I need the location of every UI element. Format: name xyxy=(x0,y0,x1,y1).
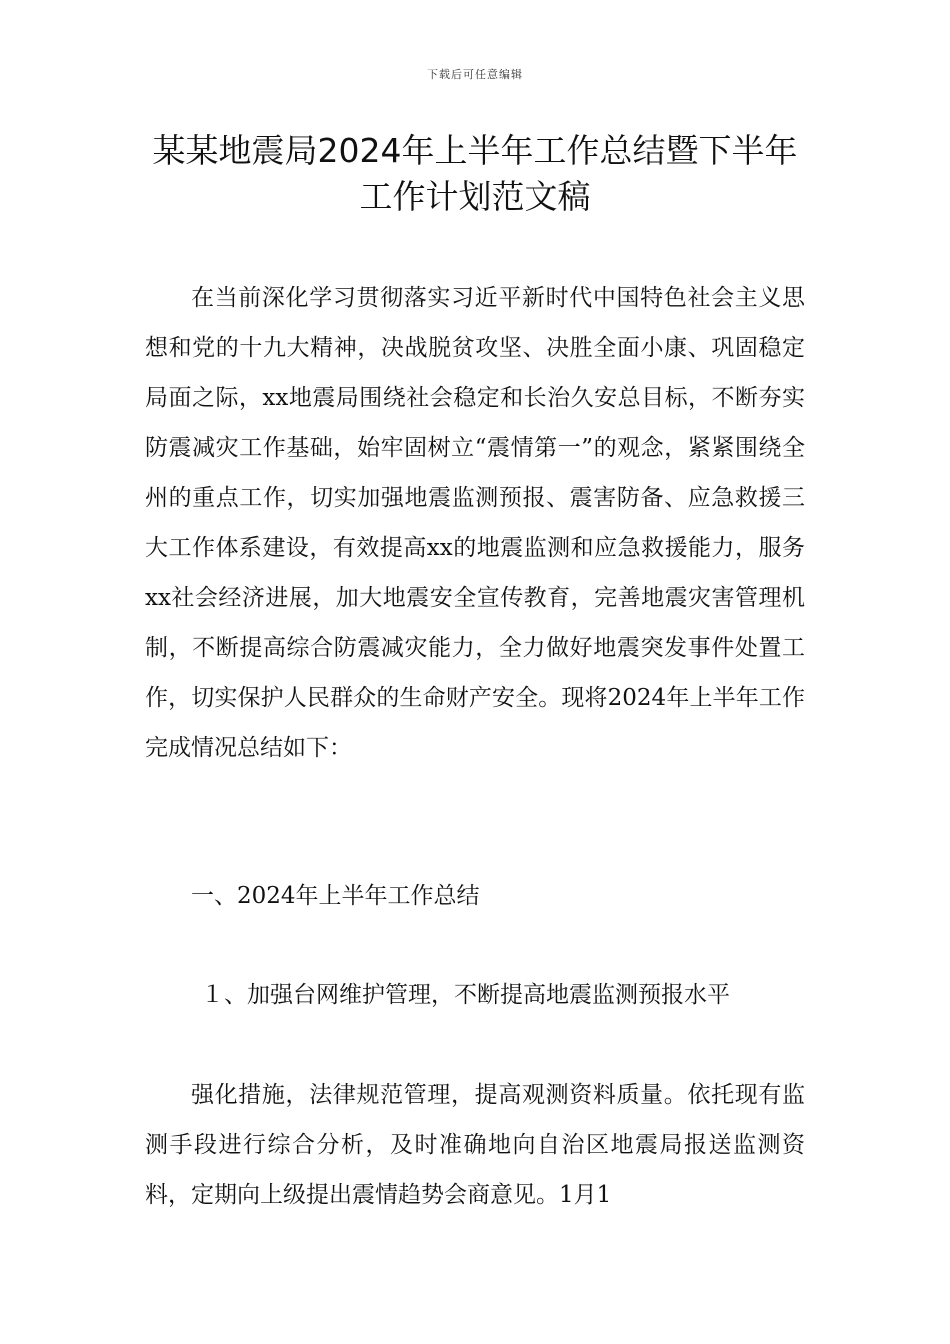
intro-paragraph: 在当前深化学习贯彻落实习近平新时代中国特色社会主义思想和党的十九大精神，决战脱贫攻坚、决胜全面小康、巩固稳定局面之际，xx地震局围绕社会稳定和长治久安总目标，不断夯实防震减灾工作基础，始牢固树立“震情第一”的观念，紧紧围绕全州的重点工作，切实加强地震监测预报、震害防备、应急救援三大工作体系建设，有效提高xx的地震监测和应急救援能力，服务xx社会经济进展，加大地震安全宣传教育，完善地震灾害管理机制，不断提高综合防震减灾能力，全力做好地震突发事件处置工作，切实保护人民群众的生命财产安全。现将2024年上半年工作完成情况总结如下： xyxy=(145,285,805,761)
section-heading: 一、2024年上半年工作总结 xyxy=(191,883,480,909)
subsection-heading: １、加强台网维护管理，不断提高地震监测预报水平 xyxy=(201,982,730,1008)
header-note: 下载后可任意编辑 xyxy=(427,68,523,81)
body-paragraph: 强化措施，法律规范管理，提高观测资料质量。依托现有监测手段进行综合分析，及时准确地向自治区地震局报送监测资料，定期向上级提出震情趋势会商意见。1月1 xyxy=(145,1082,805,1208)
document-title: 某某地震局2024年上半年工作总结暨下半年工作计划范文稿 xyxy=(152,131,798,216)
